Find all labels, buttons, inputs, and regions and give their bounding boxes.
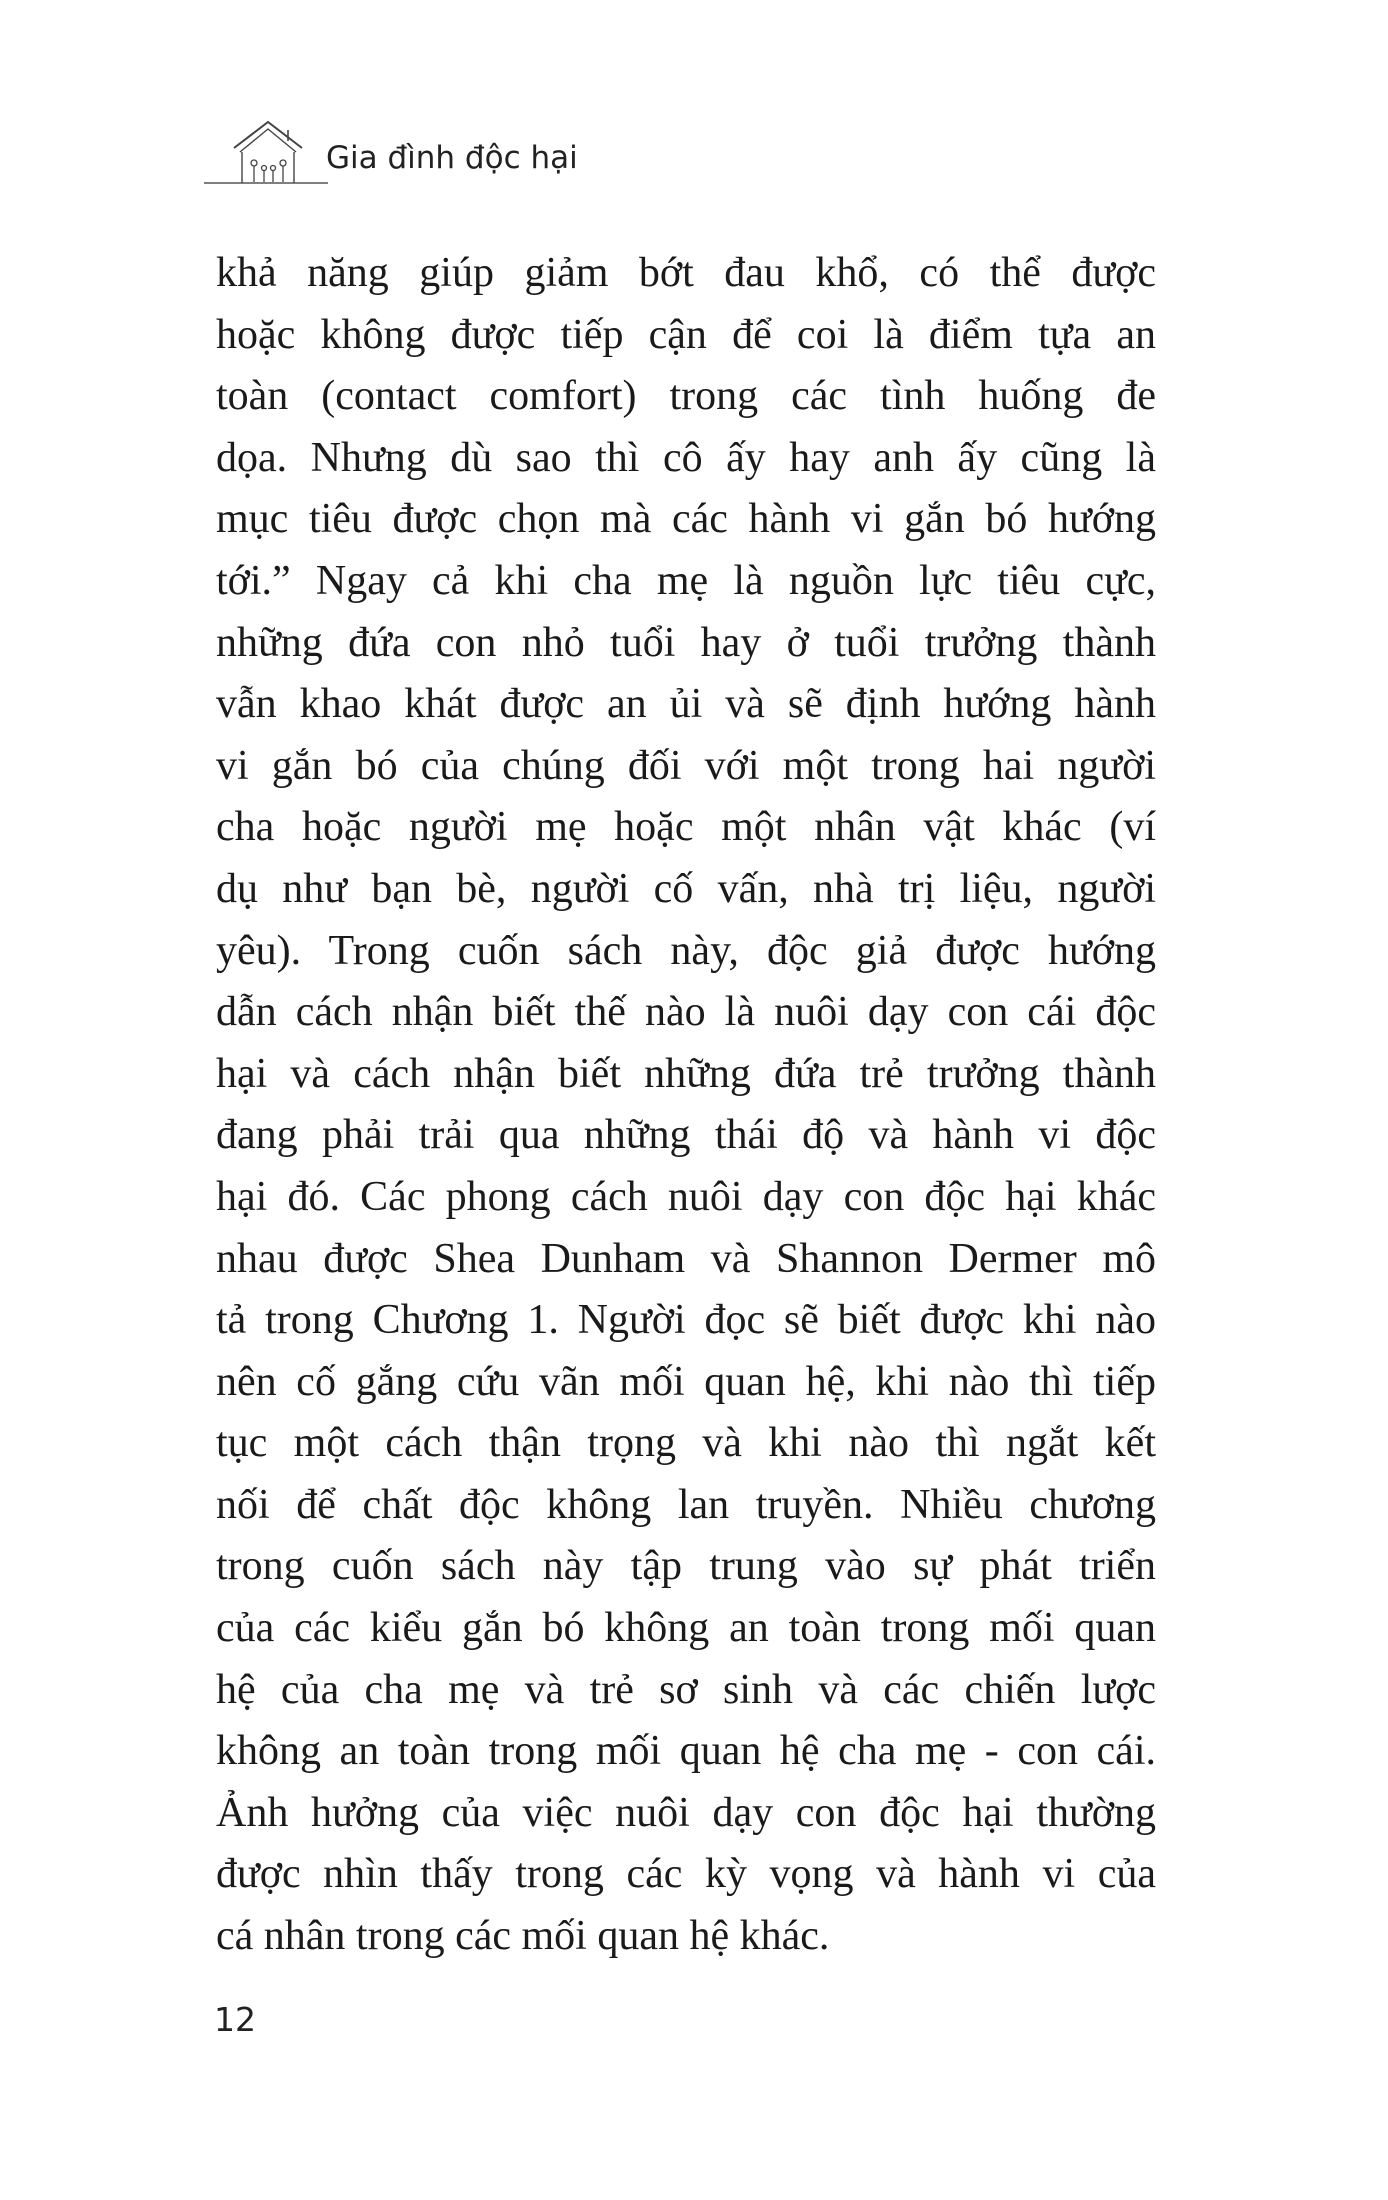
body-text-line: hệ của cha mẹ và trẻ sơ sinh và các chiến lược xyxy=(216,1666,1156,1713)
body-text-line: khả năng giúp giảm bớt đau khổ, có thể được xyxy=(216,250,1156,296)
page-number: 12 xyxy=(214,2000,256,2039)
body-text-line: Ảnh hưởng của việc nuôi dạy con độc hại thường xyxy=(216,1789,1156,1836)
body-text-line: hại đó. Các phong cách nuôi dạy con độc hại khác xyxy=(216,1173,1156,1220)
running-header-title: Gia đình độc hại xyxy=(326,140,578,176)
body-text-line: toàn (contact comfort) trong các tình huống đe xyxy=(216,373,1156,420)
body-text-line: hoặc không được tiếp cận để coi là điểm tựa an xyxy=(216,311,1156,358)
body-text-line: tục một cách thận trọng và khi nào thì ngắt kết xyxy=(216,1420,1156,1467)
body-text-line: của các kiểu gắn bó không an toàn trong mối quan xyxy=(216,1605,1156,1652)
body-text-line: cha hoặc người mẹ hoặc một nhân vật khác (ví xyxy=(216,804,1156,851)
body-text-line: hại và cách nhận biết những đứa trẻ trưởng thành xyxy=(216,1050,1156,1097)
body-text-line: trong cuốn sách này tập trung vào sự phát triển xyxy=(216,1543,1156,1590)
body-text-line: dụ như bạn bè, người cố vấn, nhà trị liệu, người xyxy=(216,865,1156,912)
body-text-line: đang phải trải qua những thái độ và hành vi độc xyxy=(216,1112,1156,1159)
body-text-line: dọa. Nhưng dù sao thì cô ấy hay anh ấy cũng là xyxy=(216,434,1156,481)
body-text-line: được nhìn thấy trong các kỳ vọng và hành vi của xyxy=(216,1851,1156,1898)
body-text-line: nên cố gắng cứu vãn mối quan hệ, khi nào thì tiếp xyxy=(216,1358,1156,1405)
body-text-line: cá nhân trong các mối quan hệ khác. xyxy=(216,1913,830,1960)
body-text-line: tả trong Chương 1. Người đọc sẽ biết được khi nào xyxy=(216,1297,1156,1344)
running-header xyxy=(200,108,680,188)
body-text-line: mục tiêu được chọn mà các hành vi gắn bó hướng xyxy=(216,496,1156,543)
body-text-line: nhau được Shea Dunham và Shannon Dermer mô xyxy=(216,1235,1156,1282)
body-text-line: tới.” Ngay cả khi cha mẹ là nguồn lực tiêu cực, xyxy=(216,557,1156,604)
body-text-line: nối để chất độc không lan truyền. Nhiều chương xyxy=(216,1481,1156,1528)
family-house-icon xyxy=(200,108,330,188)
body-text-line: yêu). Trong cuốn sách này, độc giả được hướng xyxy=(216,927,1156,974)
body-text-line: không an toàn trong mối quan hệ cha mẹ - con cái. xyxy=(216,1728,1156,1775)
body-text-line: vẫn khao khát được an ủi và sẽ định hướng hành xyxy=(216,681,1156,728)
body-paragraph xyxy=(216,243,1156,1968)
body-text-line: những đứa con nhỏ tuổi hay ở tuổi trưởng thành xyxy=(216,619,1156,666)
body-text-line: vi gắn bó của chúng đối với một trong hai người xyxy=(216,742,1156,789)
body-text-line: dẫn cách nhận biết thế nào là nuôi dạy con cái độc xyxy=(216,989,1156,1036)
